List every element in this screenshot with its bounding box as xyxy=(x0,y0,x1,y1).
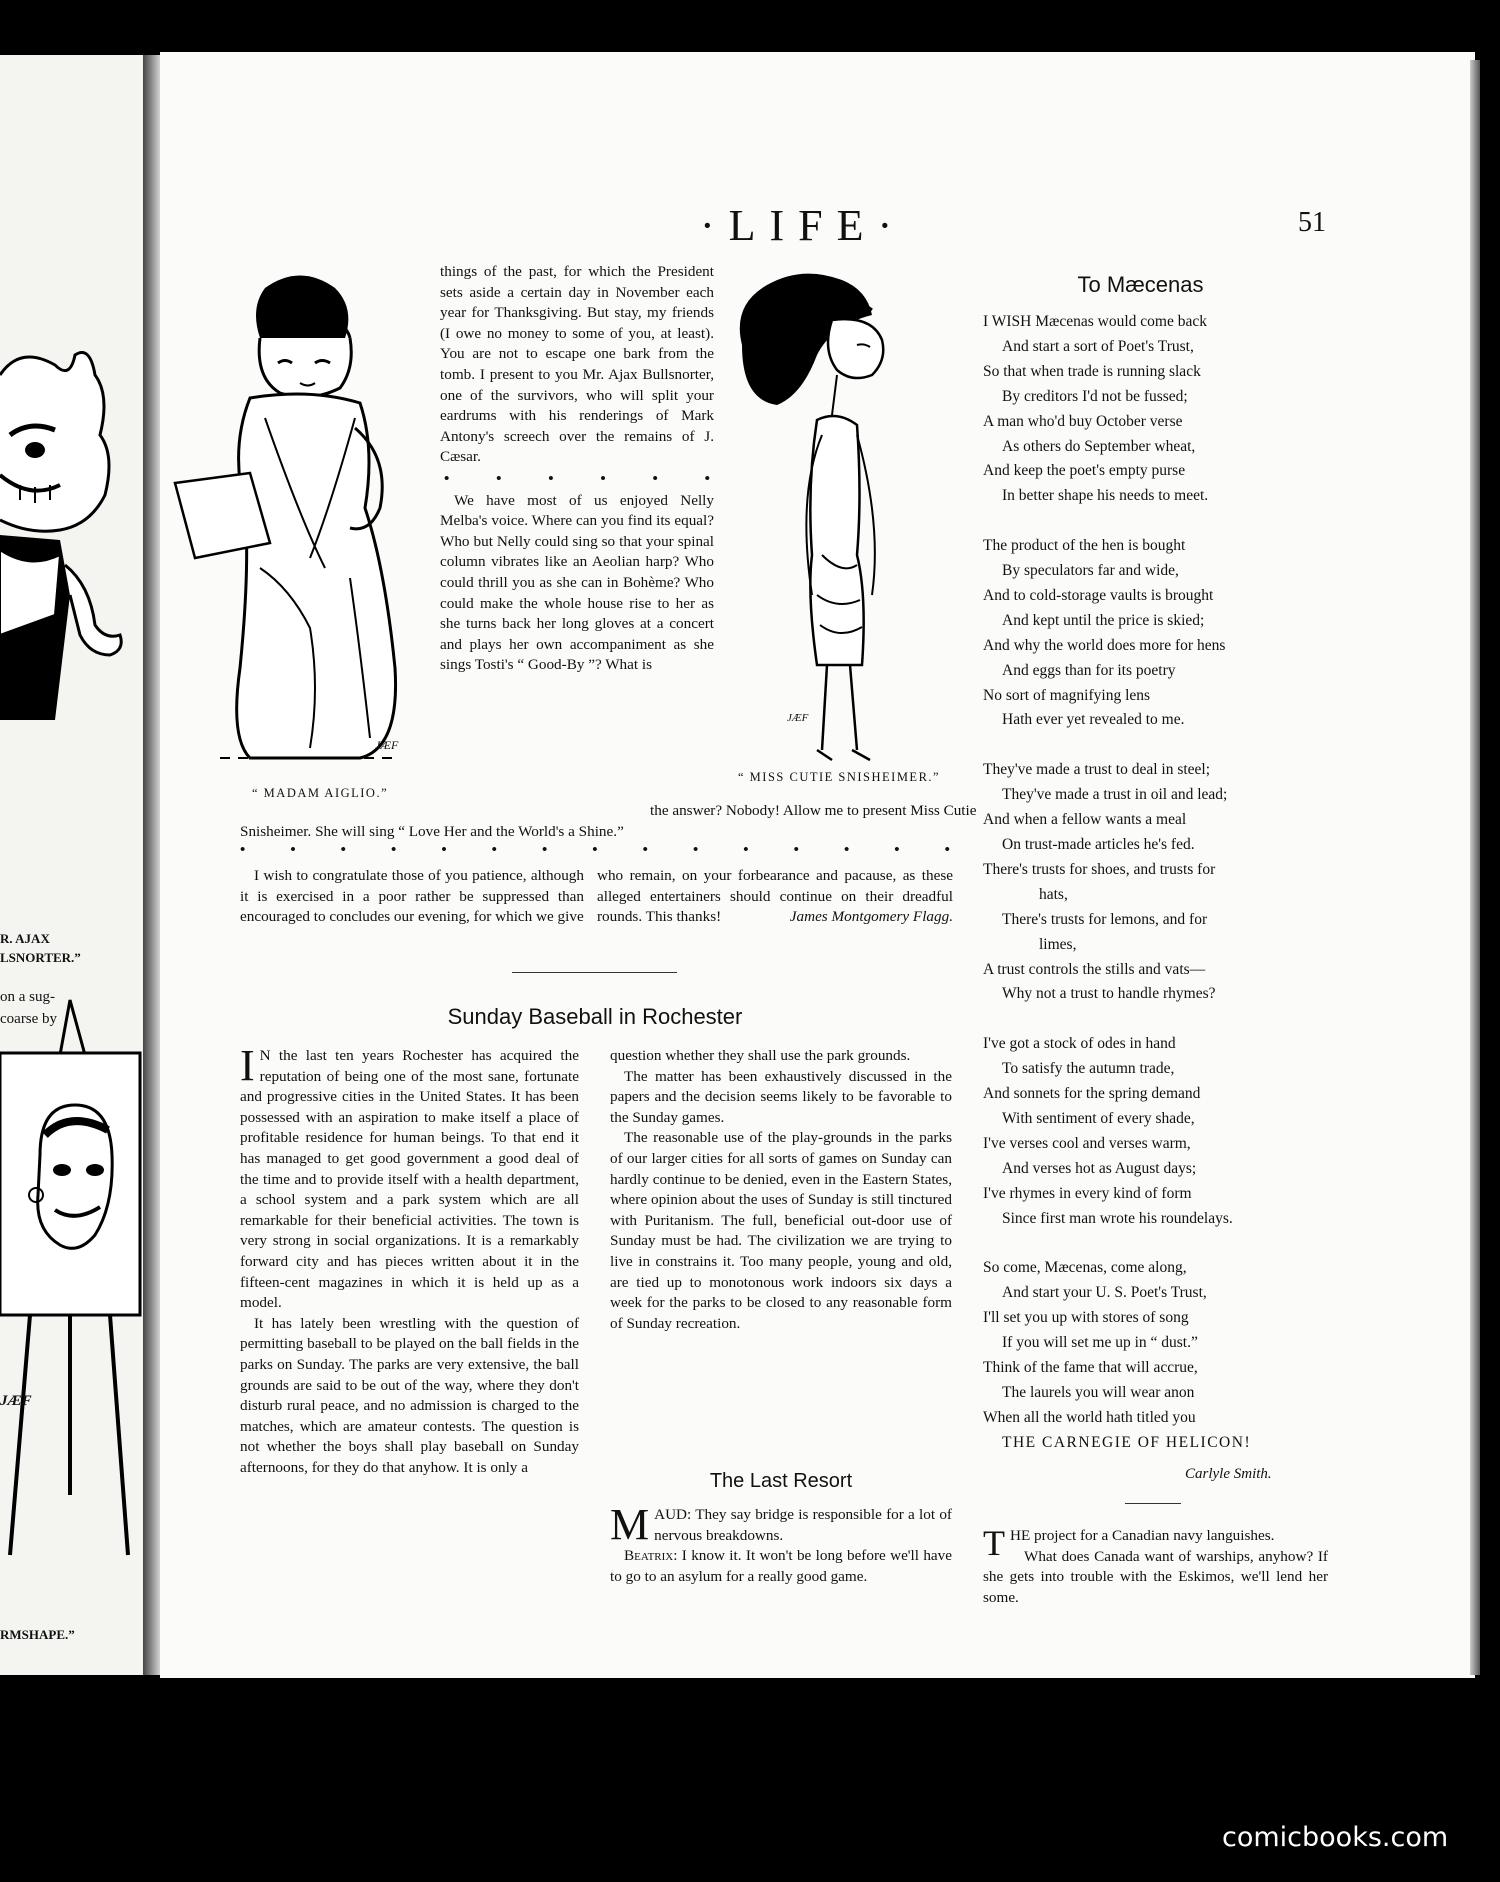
poem-body xyxy=(983,310,1298,1456)
poem-line: There's trusts for lemons, and for xyxy=(1002,910,1208,928)
stanza-break xyxy=(983,1007,1298,1032)
poem-line: And keep the poet's empty purse xyxy=(983,462,1186,480)
paragraph: I wish to congratulate those of you patience, although it is exercised in a poor rather be suppressed than encouraged to concludes our evening, for which we give xyxy=(240,867,584,926)
paragraph: The matter has been exhaustively discussed in the papers and the decision seems likely to be favorable to the Sunday games. xyxy=(610,1067,952,1126)
poem-line: And sonnets for the spring demand xyxy=(983,1085,1201,1103)
poem-line: A trust controls the stills and vats— xyxy=(983,960,1206,978)
dot-separator-wide: • • • • • • • • • • • • • • • xyxy=(240,842,950,858)
poem-line: And eggs than for its poetry xyxy=(1002,661,1176,679)
poem-line: And to cold-storage vaults is brought xyxy=(983,586,1214,604)
poem-line: I WISH Mæcenas would come back xyxy=(983,313,1207,330)
madam-aiglio-illustration xyxy=(160,268,420,768)
poem-line: limes, xyxy=(1039,935,1077,953)
baseball-heading: Sunday Baseball in Rochester xyxy=(447,1004,743,1029)
flagg-closing-right xyxy=(597,866,953,928)
poem-line: With sentiment of every shade, xyxy=(1002,1109,1195,1127)
poem-line: The product of the hen is bought xyxy=(983,537,1186,555)
signature: James Montgomery Flagg. xyxy=(789,908,953,926)
poem-line: As others do September wheat, xyxy=(1002,437,1196,455)
poem-line: So that when trade is running slack xyxy=(983,362,1201,380)
paragraph xyxy=(610,1546,952,1587)
stanza-break xyxy=(983,733,1298,758)
poem-line: Why not a trust to handle rhymes? xyxy=(1002,985,1216,1003)
left-text-line-1: on a sug- xyxy=(0,989,55,1005)
paragraph xyxy=(610,1500,952,1549)
poem-line: And why the world does more for hens xyxy=(983,636,1226,654)
poem-line: To satisfy the autumn trade, xyxy=(1002,1060,1175,1078)
flagg-wide-line-2: Snisheimer. She will sing “ Love Her and the World's a Shine.” xyxy=(240,823,624,840)
paragraph: What does Canada want of warships, anyhow? If she gets into trouble with the Eskimos, we'll lend her some. xyxy=(983,1547,1328,1606)
poem-line: By creditors I'd not be fussed; xyxy=(1002,387,1188,405)
poem-title: To Mæcenas xyxy=(1077,272,1204,297)
page-edge-shadow xyxy=(1470,60,1480,1675)
poem-line: The laurels you will wear anon xyxy=(1002,1383,1195,1401)
left-caption-line-1: R. AJAX xyxy=(0,931,50,946)
paragraph: The reasonable use of the play-grounds in the parks of our larger cities for all sorts of games on Sunday can hardly continue to be denied, even in the Eastern States, where opinion about the uses of Sunday is still tinctured with Puritanism. The full, beneficial out-door use of Sunday must be had. The civilization we are trying to live in constrains it. Too many people, young and old, are tied up to monotonous work indoors six days a week for the parks to be closed to any reasonable form of Sunday recreation. xyxy=(610,1129,952,1332)
poem-line: On trust-made articles he's fed. xyxy=(1002,836,1195,853)
navy-item xyxy=(983,1523,1328,1608)
aiglio-caption: “ MADAM AIGLIO.” xyxy=(252,786,389,800)
drop-cap: M xyxy=(610,1500,650,1549)
book-gutter xyxy=(143,55,161,1675)
aiglio-artist-initials: JÆF xyxy=(375,738,399,752)
poem-line: THE CARNEGIE OF HELICON! xyxy=(1002,1433,1252,1451)
poem-line: I've rhymes in every kind of form xyxy=(983,1184,1192,1202)
poem-line: And verses hot as August days; xyxy=(1002,1159,1197,1177)
last-resort-text xyxy=(610,1500,952,1587)
section-rule xyxy=(1125,1503,1181,1504)
paragraph xyxy=(240,1041,579,1314)
poem-line: And start your U. S. Poet's Trust, xyxy=(1002,1284,1207,1302)
poem-line: And kept until the price is skied; xyxy=(1002,611,1205,629)
poem-line: In better shape his needs to meet. xyxy=(1002,487,1209,505)
poem-line: And when a fellow wants a meal xyxy=(983,811,1187,829)
masthead: ·LIFE· xyxy=(700,201,907,250)
paragraph: question whether they shall use the park grounds. xyxy=(610,1047,911,1064)
flagg-article-middle-column xyxy=(440,262,714,676)
poem-line: There's trusts for shoes, and trusts for xyxy=(983,860,1216,878)
miss-cutie-snisheimer-illustration xyxy=(722,265,952,765)
poem-line: And start a sort of Poet's Trust, xyxy=(1002,337,1194,355)
poem-line: A man who'd buy October verse xyxy=(983,412,1183,430)
poem-line: I've verses cool and verses warm, xyxy=(983,1134,1191,1152)
bullsnorter-cartoon-fragment xyxy=(0,335,143,725)
poem-line: Think of the fame that will accrue, xyxy=(983,1359,1198,1376)
speaker-text: : I know it. It won't be long before we'll have to go to an asylum for a really good game. xyxy=(610,1547,952,1585)
baseball-column-1 xyxy=(240,1041,579,1478)
poem-line: By speculators far and wide, xyxy=(1002,562,1179,580)
flagg-wide-line-1: the answer? Nobody! Allow me to present Miss Cutie xyxy=(650,802,977,819)
flagg-closing-left xyxy=(240,866,584,928)
drop-cap: I xyxy=(240,1041,255,1090)
left-initials-1: JÆF xyxy=(0,1393,32,1409)
baseball-column-2 xyxy=(610,1046,952,1334)
poem-line: I'll set you up with stores of song xyxy=(983,1309,1189,1327)
paragraph xyxy=(597,866,953,928)
poem-line: Hath ever yet revealed to me. xyxy=(1002,711,1185,729)
dot-separator: • • • • • • xyxy=(444,469,710,487)
poem-line: They've made a trust to deal in steel; xyxy=(983,761,1211,779)
facing-page-fragment xyxy=(0,55,143,1675)
closing-text: who remain, on your forbearance and pacause, as these alleged entertainers should continue on their dreadful rounds. This thanks! xyxy=(597,867,953,926)
poem-line: hats, xyxy=(1039,885,1068,903)
poem-line: So come, Mæcenas, come along, xyxy=(983,1259,1187,1277)
cutie-artist-initials: JÆF xyxy=(787,712,809,724)
cutie-caption: “ MISS CUTIE SNISHEIMER.” xyxy=(738,770,941,784)
watermark: comicbooks.com xyxy=(1222,1822,1449,1853)
paragraph: things of the past, for which the President sets aside a certain day in November each year for Thanksgiving. But stay, my friends (I owe no money to some of you, at least). You are not to escape one bark from the tomb. I present to you Mr. Ajax Bullsnorter, one of the survivors, who will split your eardrums with his renderings of Mark Antony's screech over the remains of J. Cæsar. xyxy=(440,263,714,466)
easel-portrait-cartoon xyxy=(0,995,143,1565)
page-number: 51 xyxy=(1298,207,1326,238)
paragraph-text: N the last ten years Rochester has acquired the reputation of being one of the most sane, fortunate and progressive cities in the United States. It has been possessed with an aspiration to make itself a place of profitable residence for human beings. To that end it has managed to get good government a good deal of the time and to provide itself with a health department, a school system and a park system which are all remarkable for their beneficial activities. The town is very strong in social organizations. It is a remarkably forward city and has pieces written about it in the fifteen-cent magazines in which it is held up as a model. xyxy=(240,1047,579,1312)
poem-line: If you will set me up in “ dust.” xyxy=(1002,1334,1198,1352)
drop-cap: T xyxy=(983,1523,1005,1563)
last-resort-heading: The Last Resort xyxy=(709,1470,853,1492)
speaker-name: Beatrix xyxy=(624,1547,674,1565)
stanza-break xyxy=(983,509,1298,534)
stanza-break xyxy=(983,1231,1298,1256)
poem-line: I've got a stock of odes in hand xyxy=(983,1035,1176,1053)
poem-line: They've made a trust in oil and lead; xyxy=(1002,786,1228,804)
poem-author: Carlyle Smith. xyxy=(1185,1466,1272,1482)
poem-line: When all the world hath titled you xyxy=(983,1408,1196,1426)
paragraph: We have most of us enjoyed Nelly Melba's voice. Where can you find its equal? Who but Nelly could sing so that your spinal column vibrates like an Aeolian harp? Who could thrill you as she can in Bohème? Who could make the whole house rise to her as she turns back her long gloves at a concert and plays her own accompaniment as she sings Tosti's “ Good-By ”? What is xyxy=(440,491,714,674)
poem-line: No sort of magnifying lens xyxy=(983,686,1151,704)
paragraph-text: AUD: They say bridge is responsible for a lot of nervous breakdowns. xyxy=(654,1506,952,1544)
left-text-line-2: coarse by xyxy=(0,1011,58,1027)
left-caption-2: RMSHAPE.” xyxy=(0,1627,75,1642)
paragraph: It has lately been wrestling with the question of permitting baseball to be played on the ball fields in the parks on Sunday. The parks are very extensive, the ball grounds are said to be out of the way, where they don't disturb rural peace, and no admission is charged to the matches, which are amateur contests. The question is not whether the boys shall play baseball on Sunday afternoons, for they do that anyhow. It is only a xyxy=(240,1314,579,1476)
paragraph xyxy=(983,1523,1328,1563)
poem-line: Since first man wrote his roundelays. xyxy=(1002,1209,1233,1227)
paragraph-text: HE project for a Canadian navy languishes. xyxy=(1010,1527,1275,1544)
left-caption-line-2: LSNORTER.” xyxy=(0,950,81,965)
section-rule xyxy=(512,972,677,973)
